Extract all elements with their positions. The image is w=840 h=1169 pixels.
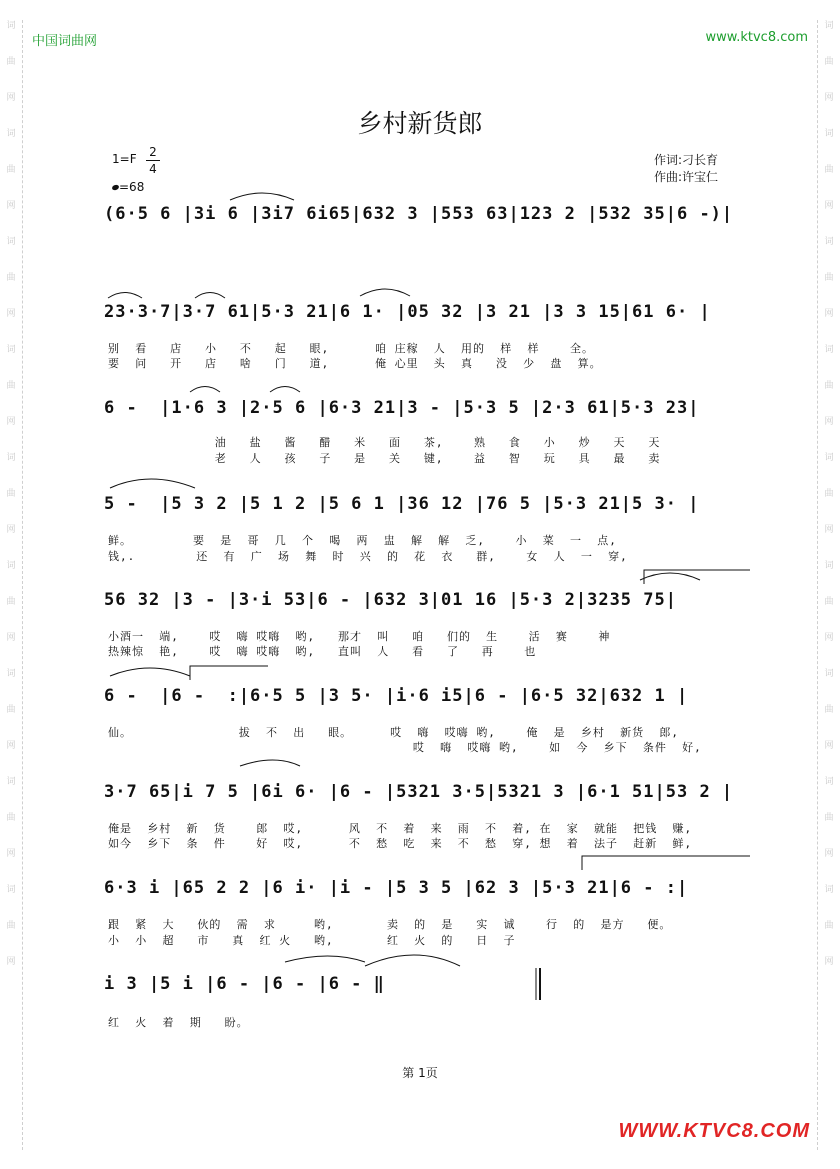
watermark-glyph: 词 (824, 237, 834, 247)
watermark-glyph: 曲 (6, 57, 16, 67)
composer-credit: 作曲:许宝仁 (654, 170, 719, 184)
watermark-glyph: 词 (6, 129, 16, 139)
watermark-glyph: 词 (6, 345, 16, 355)
lyric-line-2-verse-2: 要 问 开 店 啥 门 道, 俺 心里 头 真 没 少 盘 算。 (108, 357, 602, 370)
watermark-glyph: 网 (824, 93, 834, 103)
watermark-glyph: 曲 (6, 381, 16, 391)
watermark-glyph: 曲 (6, 705, 16, 715)
volta-bracket (190, 666, 268, 680)
watermark-glyph: 曲 (824, 165, 834, 175)
score-line-7: 3·7 65|i 7 5 |6i 6· |6 - |5321 3·5|5321 3 |6·1 51|53 2 | (104, 782, 734, 802)
lyric-line-7-verse-1: 俺是 乡村 新 货 郎 哎, 风 不 着 来 雨 不 着, 在 家 就能 把钱 赚, (108, 822, 693, 835)
watermark-glyph: 词 (824, 777, 834, 787)
watermark-glyph: 词 (824, 129, 834, 139)
watermark-glyph: 曲 (6, 165, 16, 175)
lyric-line-8-verse-2: 小 小 超 市 真 红 火 哟, 红 火 的 日 子 (108, 934, 516, 947)
volta-bracket (582, 856, 750, 870)
slur (108, 293, 142, 299)
lyric-line-7-verse-2: 如今 乡下 条 件 好 哎, 不 愁 吃 来 不 愁 穿, 想 着 法子 赶新 鲜, (108, 837, 693, 850)
slur (230, 193, 294, 200)
score-line-4: 5 - |5 3 2 |5 1 2 |5 6 1 |36 12 |76 5 |5·3 21|5 3· | (104, 494, 700, 514)
watermark-glyph: 曲 (6, 489, 16, 499)
lyric-line-4-verse-2: 钱,. 还 有 广 场 舞 时 兴 的 花 衣 群, 女 人 一 穿, (108, 550, 628, 563)
time-signature-top: 2 (149, 145, 157, 159)
watermark-glyph: 词 (824, 453, 834, 463)
page-number: 第 1页 (402, 1066, 438, 1080)
watermark-glyph: 曲 (824, 489, 834, 499)
watermark-glyph: 网 (824, 201, 834, 211)
time-signature-bottom: 4 (149, 162, 157, 176)
site-url-header[interactable]: www.ktvc8.com (705, 30, 808, 45)
watermark-glyph: 网 (6, 201, 16, 211)
lyric-line-5-verse-2: 热辣惊 艳, 哎 嗨 哎嗨 哟, 直叫 人 看 了 再 也 (108, 645, 537, 658)
tempo-value: =68 (119, 180, 145, 194)
watermark-glyph: 词 (6, 669, 16, 679)
slur (640, 573, 700, 580)
lyric-line-3-verse-1: 油 盐 酱 醋 米 面 茶, 熟 食 小 炒 天 天 (108, 436, 661, 449)
slur (285, 956, 365, 962)
watermark-glyph: 网 (824, 525, 834, 535)
watermark-glyph: 曲 (6, 921, 16, 931)
watermark-glyph: 网 (6, 741, 16, 751)
watermark-glyph: 词 (824, 21, 834, 31)
watermark-glyph: 网 (6, 417, 16, 427)
watermark-glyph: 网 (824, 633, 834, 643)
lyric-line-3-verse-2: 老 人 孩 子 是 关 键, 益 智 玩 具 最 卖 (108, 452, 661, 465)
watermark-glyph: 网 (824, 741, 834, 751)
watermark-glyph: 词 (6, 237, 16, 247)
lyric-line-5-verse-1: 小酒一 端, 哎 嗨 哎嗨 哟, 那才 叫 咱 们的 生 活 赛 神 (108, 630, 611, 643)
watermark-glyph: 网 (824, 309, 834, 319)
score-line-8: 6·3 i |65 2 2 |6 i· |i - |5 3 5 |62 3 |5·3 21|6 - :| (104, 878, 689, 898)
watermark-glyph: 词 (6, 21, 16, 31)
watermark-glyph: 曲 (824, 57, 834, 67)
watermark-glyph: 词 (824, 669, 834, 679)
slur (110, 668, 190, 676)
lyric-line-8-verse-1: 跟 紧 大 伙的 需 求 哟, 卖 的 是 实 诚 行 的 是方 便。 (108, 918, 672, 931)
score-line-5: 56 32 |3 - |3·i 53|6 - |632 3|01 16 |5·3 2|3235 75| (104, 590, 677, 610)
slur (270, 387, 300, 393)
lyricist-credit: 作词:刁长育 (654, 153, 719, 167)
watermark-glyph: 曲 (824, 273, 834, 283)
score-line-9: i 3 |5 i |6 - |6 - |6 - ‖ (104, 974, 385, 994)
watermark-glyph: 网 (6, 93, 16, 103)
volta-bracket (644, 570, 750, 584)
lyric-line-9-verse-1: 红 火 着 期 盼。 (108, 1016, 249, 1029)
watermark-glyph: 词 (824, 561, 834, 571)
watermark-glyph: 词 (824, 345, 834, 355)
watermark-glyph: 词 (6, 777, 16, 787)
song-title: 乡村新货郎 (357, 109, 483, 138)
watermark-glyph: 曲 (824, 813, 834, 823)
watermark-glyph: 曲 (824, 597, 834, 607)
watermark-glyph: 词 (824, 885, 834, 895)
watermark-glyph: 网 (6, 525, 16, 535)
watermark-glyph: 曲 (824, 381, 834, 391)
slur (110, 479, 195, 488)
watermark-glyph: 词 (6, 885, 16, 895)
score-line-1: (6·5 6 |3i 6 |3i7 6i65|632 3 |553 63|123 2 |532 35|6 -)| (104, 204, 734, 224)
watermark-glyph: 网 (824, 849, 834, 859)
score-line-6: 6 - |6 - :|6·5 5 |3 5· |i·6 i5|6 - |6·5 32|632 1 | (104, 686, 689, 706)
site-logo: WWW.KTVC8.COM (618, 1120, 810, 1142)
watermark-glyph: 网 (824, 957, 834, 967)
watermark-glyph: 曲 (6, 813, 16, 823)
watermark-glyph: 曲 (824, 705, 834, 715)
watermark-glyph: 词 (6, 561, 16, 571)
watermark-glyph: 曲 (6, 597, 16, 607)
key-signature: 1=F (112, 152, 137, 166)
watermark-glyph: 曲 (824, 921, 834, 931)
slur (240, 760, 300, 766)
watermark-glyph: 网 (6, 957, 16, 967)
watermark-glyph: 曲 (6, 273, 16, 283)
lyric-line-6-verse-2: 哎 嗨 哎嗨 哟, 如 今 乡下 条件 好, (108, 741, 702, 754)
score-line-3: 6 - |1·6 3 |2·5 6 |6·3 21|3 - |5·3 5 |2·3 61|5·3 23| (104, 398, 700, 418)
lyric-line-2-verse-1: 别 看 店 小 不 起 眼, 咱 庄稼 人 用的 样 样 全。 (108, 342, 595, 355)
score-line-2: 23·3·7|3·7 61|5·3 21|6 1· |05 32 |3 21 |3 3 15|61 6· | (104, 302, 711, 322)
slur (195, 293, 225, 299)
watermark-glyph: 网 (6, 849, 16, 859)
slur (360, 289, 410, 296)
watermark-glyph: 网 (824, 417, 834, 427)
slur (190, 387, 220, 393)
watermark-glyph: 网 (6, 309, 16, 319)
lyric-line-4-verse-1: 鲜。 要 是 哥 几 个 喝 两 盅 解 解 乏, 小 菜 一 点, (108, 534, 617, 547)
lyric-line-6-verse-1: 仙。 拔 不 出 眼。 哎 嗨 哎嗨 哟, 俺 是 乡村 新货 郎, (108, 726, 680, 739)
site-name-header[interactable]: 中国词曲网 (32, 34, 98, 49)
watermark-glyph: 网 (6, 633, 16, 643)
slur (365, 955, 460, 966)
watermark-glyph: 词 (6, 453, 16, 463)
